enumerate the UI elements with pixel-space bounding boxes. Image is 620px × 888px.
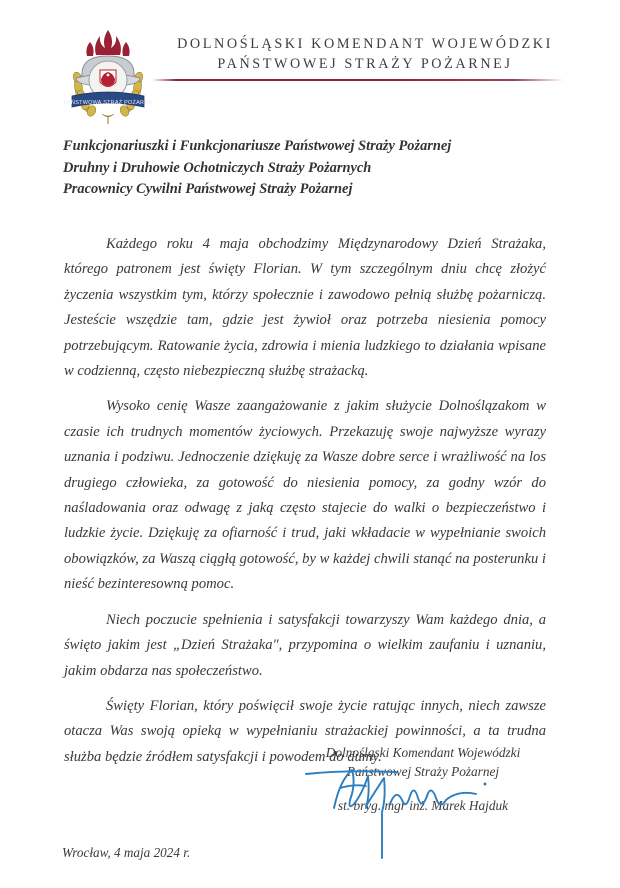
signature-title-line-1: Dolnośląski Komendant Wojewódzki bbox=[325, 745, 521, 760]
addressee-line-1: Funkcjonariuszki i Funkcjonariusze Państwowej Straży Pożarnej bbox=[63, 138, 452, 154]
letterhead-titles bbox=[160, 34, 570, 74]
signature-title-line-2: Państwowej Straży Pożarnej bbox=[346, 763, 500, 779]
body-paragraph-4: Święty Florian, który poświęcił swoje życie ratując innych, niech zawsze otacza Was swoją opieką w wypełnianiu strażackiej powinności, a ta trudna służba będzie źródłem satysfakcji i powodem do dumy. bbox=[64, 697, 546, 765]
addressee-block bbox=[63, 136, 553, 201]
body-paragraph-2: Wysoko cenię Wasze zaangażowanie z jakim służycie Dolnoślązakom w czasie ich trudnych momentów życiowych. Przekazuję swoje najwyższe wyrazy uznania i podziwu. Jednoczenie dziękuję za Wasze dobre serce i wrażliwość na los drugiego człowieka, za gotowość do niesienia pomocy, za godny wzór do naśladowania oraz odwagę z jaką często stajecie do walki o bezpieczeństwo i ludzkie życie. Dziękuję za ofiarność i trud, jaki wkładacie w wypełnianie swoich obowiązków, za Waszą ciągłą gotowość, by w każdej chwili stanąć na posterunku i nieść bezinteresowną pomoc. bbox=[64, 398, 546, 593]
letterhead bbox=[0, 24, 620, 124]
place-and-date: Wrocław, 4 maja 2024 r. bbox=[62, 845, 191, 860]
emblem-banner-text: PAŃSTWOWA STRAŻ POŻARNA bbox=[63, 100, 153, 106]
letterhead-title-line-2: PAŃSTWOWEJ STRAŻY POŻARNEJ bbox=[217, 56, 513, 72]
signature-block bbox=[292, 744, 554, 816]
letterhead-title-line-1: DOLNOŚLĄSKI KOMENDANT WOJEWÓDZKI bbox=[177, 36, 553, 52]
body-paragraph-3: Niech poczucie spełnienia i satysfakcji towarzyszy Wam każdego dnia, a święto jakim jest „Dzień Strażaka", przypomina o wielkim zaufaniu i uznaniu, jakim obdarza nas społeczeństwo. bbox=[64, 611, 546, 679]
addressee-line-2: Druhny i Druhowie Ochotniczych Straży Pożarnych bbox=[63, 159, 372, 176]
signature-name: st. bryg. mgr inż. Marek Hajduk bbox=[337, 798, 509, 813]
letter-body bbox=[64, 232, 546, 780]
header-divider-rule bbox=[152, 79, 564, 81]
addressee-line-3: Pracownicy Cywilni Państwowej Straży Pożarnej bbox=[63, 181, 353, 197]
panstwowa-straz-pozarna-emblem bbox=[62, 28, 154, 124]
body-paragraph-1: Każdego roku 4 maja obchodzimy Międzynarodowy Dzień Strażaka, którego patronem jest święty Florian. W tym szczególnym dniu chcę złożyć życzenia wszystkim tym, którzy społecznie i zawodowo pełnią służbę pożarniczą. Jesteście wszędzie tam, gdzie jest żywioł oraz potrzeba niesienia pomocy potrzebującym. Ratowanie życia, zdrowia i mienia ludzkiego to działania wpisane w codzienną, często niebezpieczną służbę strażacką. bbox=[64, 236, 546, 380]
